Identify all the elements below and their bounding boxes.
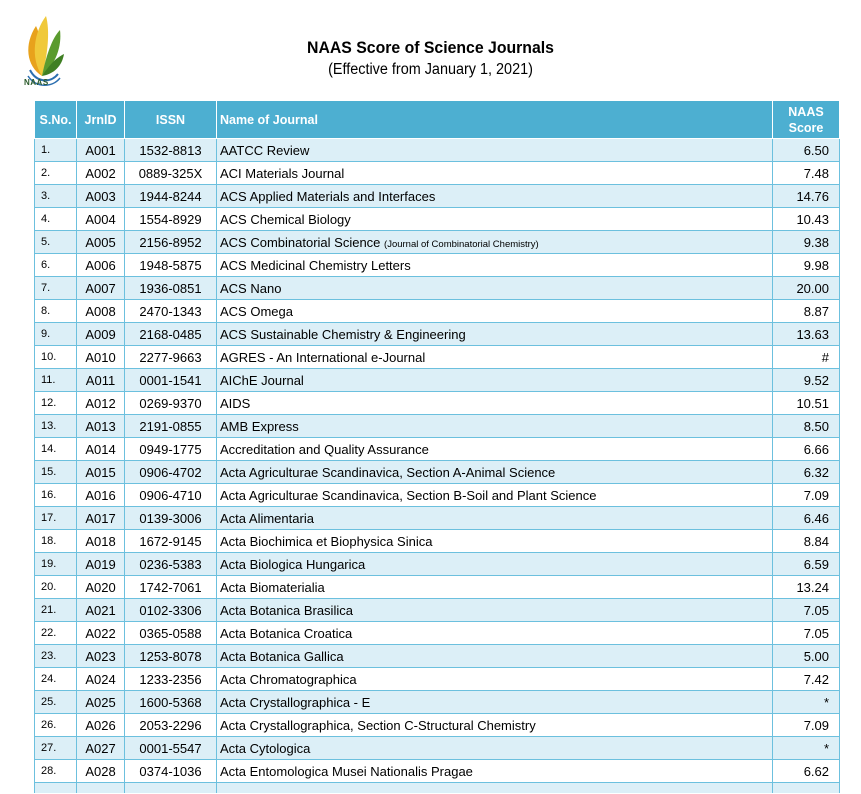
column-header-journal-name: Name of Journal [217,101,773,139]
journal-name-text: Acta Agriculturae Scandinavica, Section A-Animal Science [220,464,556,480]
table-row [35,507,840,530]
table-row [35,185,840,208]
cell-journal-name [217,737,773,760]
journal-name-text: ACS Nano [220,280,282,296]
cell-naas-score: 7.05 [773,622,840,645]
journal-name-text: AGRES - An International e-Journal [220,349,426,365]
cell-naas-score: 7.42 [773,668,840,691]
cell-sno: 25. [35,691,77,714]
page-title: NAAS Score of Science Journals [307,38,554,57]
cell-issn: 1948-5875 [125,254,217,277]
cell-jrnlid: A027 [77,737,125,760]
cell-sno: 22. [35,622,77,645]
cell-naas-score: 9.52 [773,369,840,392]
cell-issn: 0102-3306 [125,599,217,622]
cell-jrnlid: A007 [77,277,125,300]
cell-issn: 1672-9145 [125,530,217,553]
cell-jrnlid: A008 [77,300,125,323]
cell-sno: 4. [35,208,77,231]
cell-jrnlid: A010 [77,346,125,369]
column-header-sno: S.No. [35,101,77,139]
table-row [35,553,840,576]
cell-journal-name [217,645,773,668]
journal-name-text: Acta Crystallographica - E [220,694,371,710]
cell-issn: 0236-5383 [125,553,217,576]
cell-issn: 0906-4702 [125,461,217,484]
cell-sno: 28. [35,760,77,783]
column-header-issn: ISSN [125,101,217,139]
cell-jrnlid: A009 [77,323,125,346]
journal-name-text: ACS Sustainable Chemistry & Engineering [220,326,466,342]
cell-journal-name [217,185,773,208]
cell-journal-name [217,277,773,300]
cell-journal-name [217,369,773,392]
table-row [35,231,840,254]
cell-jrnlid: A022 [77,622,125,645]
cell-journal-name [217,461,773,484]
table-row-partial [35,783,840,794]
journal-name-text: AIDS [220,395,251,411]
cell-sno: 14. [35,438,77,461]
journal-name-text: ACS Medicinal Chemistry Letters [220,257,411,273]
journal-name-text: Acta Botanica Brasilica [220,602,353,618]
cell-issn: 1944-8244 [125,185,217,208]
table-row [35,392,840,415]
page-subtitle: (Effective from January 1, 2021) [328,61,533,78]
cell-journal-name [217,231,773,254]
cell-issn: 0001-5547 [125,737,217,760]
cell-issn: 1554-8929 [125,208,217,231]
cell-issn: 2168-0485 [125,323,217,346]
cell-journal-name [217,254,773,277]
cell-jrnlid: A018 [77,530,125,553]
cell-issn: 1253-8078 [125,645,217,668]
cell-jrnlid: A020 [77,576,125,599]
column-header-jrnlid: JrnlD [77,101,125,139]
cell-sno: 8. [35,300,77,323]
cell-issn: 0949-1775 [125,438,217,461]
cell-naas-score: 8.84 [773,530,840,553]
cell-journal-name [217,139,773,162]
journal-name-text: Acta Agriculturae Scandinavica, Section B-Soil and Plant Science [220,487,597,503]
cell-naas-score: 10.43 [773,208,840,231]
table-row [35,461,840,484]
journal-name-text: Acta Cytologica [220,740,311,756]
cell-sno: 24. [35,668,77,691]
table-row [35,484,840,507]
table-row [35,346,840,369]
journal-name-text: Acta Botanica Gallica [220,648,344,664]
cell-naas-score: 9.98 [773,254,840,277]
cell-naas-score: 9.38 [773,231,840,254]
cell-sno: 6. [35,254,77,277]
cell-sno: 1. [35,139,77,162]
cell-journal-name [217,300,773,323]
cell-issn: 0139-3006 [125,507,217,530]
cell-naas-score: 13.63 [773,323,840,346]
cell-sno: 11. [35,369,77,392]
cell-journal-name [217,530,773,553]
journal-name-text: AIChE Journal [220,372,304,388]
table-row [35,668,840,691]
cell-issn: 0374-1036 [125,760,217,783]
journal-name-text: ACS Applied Materials and Interfaces [220,188,436,204]
journal-name-text: AATCC Review [220,142,310,158]
table-row [35,714,840,737]
table-row [35,162,840,185]
logo-caption: NAAS [24,78,49,87]
cell-jrnlid: A003 [77,185,125,208]
cell-empty [125,783,217,794]
cell-jrnlid: A025 [77,691,125,714]
cell-jrnlid: A011 [77,369,125,392]
cell-naas-score: 7.09 [773,714,840,737]
cell-journal-name [217,622,773,645]
cell-jrnlid: A016 [77,484,125,507]
cell-sno: 7. [35,277,77,300]
journal-name-text: Acta Entomologica Musei Nationalis Pragae [220,763,473,779]
cell-issn: 1936-0851 [125,277,217,300]
journal-name-text: ACS Omega [220,303,293,319]
journal-name-note: (Journal of Combinatorial Chemistry) [384,238,539,250]
cell-issn: 1600-5368 [125,691,217,714]
table-row [35,691,840,714]
cell-sno: 20. [35,576,77,599]
table-row [35,208,840,231]
cell-naas-score: 6.50 [773,139,840,162]
cell-naas-score: 7.09 [773,484,840,507]
cell-journal-name [217,392,773,415]
cell-jrnlid: A019 [77,553,125,576]
cell-naas-score: 6.59 [773,553,840,576]
table-body [35,139,840,794]
table-row [35,139,840,162]
cell-journal-name [217,553,773,576]
cell-sno: 23. [35,645,77,668]
cell-jrnlid: A015 [77,461,125,484]
journal-name-text: Acta Chromatographica [220,671,357,687]
cell-jrnlid: A012 [77,392,125,415]
cell-naas-score: 5.00 [773,645,840,668]
cell-sno: 15. [35,461,77,484]
table-row [35,323,840,346]
cell-journal-name [217,599,773,622]
table-row [35,760,840,783]
table-header-row [35,101,840,139]
cell-jrnlid: A006 [77,254,125,277]
cell-naas-score: 8.87 [773,300,840,323]
cell-issn: 1532-8813 [125,139,217,162]
cell-empty [77,783,125,794]
cell-naas-score: 7.05 [773,599,840,622]
cell-sno: 2. [35,162,77,185]
cell-jrnlid: A023 [77,645,125,668]
cell-journal-name [217,760,773,783]
cell-journal-name [217,691,773,714]
cell-sno: 18. [35,530,77,553]
cell-issn: 2191-0855 [125,415,217,438]
cell-jrnlid: A013 [77,415,125,438]
journal-name-text: Acta Botanica Croatica [220,625,353,641]
cell-journal-name [217,438,773,461]
cell-journal-name [217,162,773,185]
cell-issn: 2470-1343 [125,300,217,323]
cell-naas-score: * [773,737,840,760]
cell-issn: 0365-0588 [125,622,217,645]
cell-jrnlid: A026 [77,714,125,737]
cell-journal-name [217,484,773,507]
cell-naas-score: 14.76 [773,185,840,208]
journal-name-text: Acta Biologica Hungarica [220,556,366,572]
cell-naas-score: 6.62 [773,760,840,783]
journal-name-text: ACS Chemical Biology [220,211,351,227]
cell-jrnlid: A021 [77,599,125,622]
cell-journal-name [217,415,773,438]
table-row [35,277,840,300]
cell-naas-score: 8.50 [773,415,840,438]
cell-jrnlid: A017 [77,507,125,530]
table-row [35,530,840,553]
cell-jrnlid: A014 [77,438,125,461]
table-row [35,599,840,622]
cell-jrnlid: A028 [77,760,125,783]
journal-name-text: ACS Combinatorial Science [220,234,385,250]
table-row [35,438,840,461]
cell-issn: 0001-1541 [125,369,217,392]
cell-journal-name [217,507,773,530]
table-row [35,300,840,323]
cell-issn: 0269-9370 [125,392,217,415]
cell-sno: 9. [35,323,77,346]
table-row [35,369,840,392]
journal-name-text: Acta Alimentaria [220,510,314,526]
table-row [35,415,840,438]
cell-sno: 19. [35,553,77,576]
cell-empty [35,783,77,794]
cell-journal-name [217,346,773,369]
cell-jrnlid: A001 [77,139,125,162]
journal-name-text: ACI Materials Journal [220,165,345,181]
cell-sno: 10. [35,346,77,369]
cell-empty [217,783,773,794]
cell-naas-score: * [773,691,840,714]
cell-sno: 26. [35,714,77,737]
cell-naas-score: # [773,346,840,369]
cell-issn: 0889-325X [125,162,217,185]
cell-jrnlid: A005 [77,231,125,254]
journal-name-text: Acta Crystallographica, Section C-Structural Chemistry [220,717,536,733]
cell-issn: 2053-2296 [125,714,217,737]
cell-sno: 12. [35,392,77,415]
cell-sno: 5. [35,231,77,254]
cell-naas-score: 6.32 [773,461,840,484]
cell-sno: 17. [35,507,77,530]
journal-name-text: Acta Biochimica et Biophysica Sinica [220,533,433,549]
journal-name-text: Acta Biomaterialia [220,579,325,595]
cell-jrnlid: A002 [77,162,125,185]
cell-empty [773,783,840,794]
cell-naas-score: 6.66 [773,438,840,461]
cell-journal-name [217,323,773,346]
cell-sno: 13. [35,415,77,438]
cell-sno: 27. [35,737,77,760]
table-row [35,622,840,645]
cell-sno: 21. [35,599,77,622]
journal-name-text: AMB Express [220,418,299,434]
cell-issn: 2277-9663 [125,346,217,369]
cell-jrnlid: A004 [77,208,125,231]
journal-name-text: Accreditation and Quality Assurance [220,441,429,457]
cell-journal-name [217,576,773,599]
cell-journal-name [217,668,773,691]
column-header-naas-score: NAAS Score [773,101,840,139]
cell-issn: 2156-8952 [125,231,217,254]
cell-issn: 1233-2356 [125,668,217,691]
cell-issn: 0906-4710 [125,484,217,507]
cell-naas-score: 13.24 [773,576,840,599]
table-row [35,254,840,277]
cell-naas-score: 20.00 [773,277,840,300]
cell-jrnlid: A024 [77,668,125,691]
cell-journal-name [217,208,773,231]
cell-naas-score: 10.51 [773,392,840,415]
cell-issn: 1742-7061 [125,576,217,599]
table-row [35,737,840,760]
cell-naas-score: 6.46 [773,507,840,530]
journal-score-table [34,100,840,793]
table-row [35,645,840,668]
table-row [35,576,840,599]
cell-sno: 3. [35,185,77,208]
cell-naas-score: 7.48 [773,162,840,185]
cell-sno: 16. [35,484,77,507]
cell-journal-name [217,714,773,737]
